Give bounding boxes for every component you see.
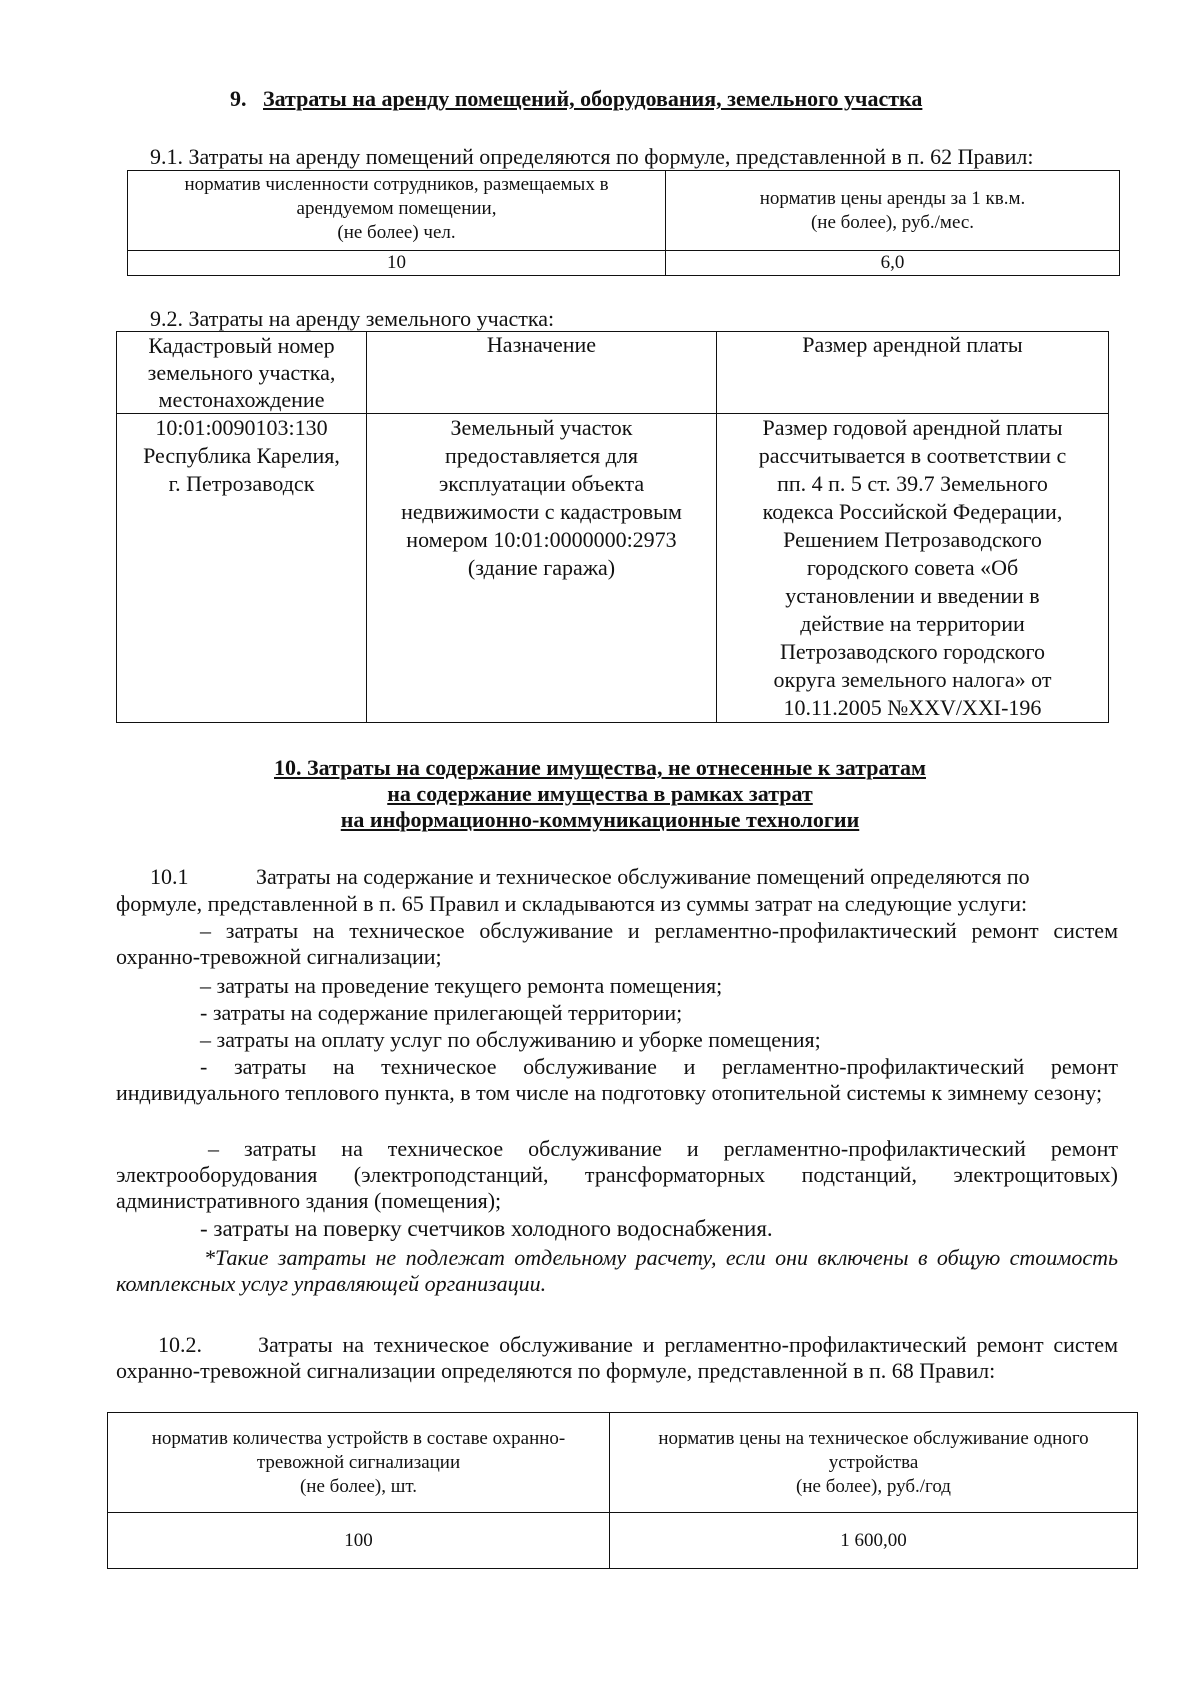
table-row	[128, 171, 1120, 251]
table-9-2-cell-cadastral: 10:01:0090103:130 Республика Карелия, г. Петрозаводск	[117, 414, 367, 723]
paragraph-10-1-line-1: Затраты на содержание и техническое обслуживание помещений определяются по	[256, 864, 1030, 889]
paragraph-10-1-number: 10.1	[150, 864, 189, 889]
table-10-2-header-price: норматив цены на техническое обслуживание одного устройства (не более), руб./год	[610, 1413, 1138, 1513]
table-row	[108, 1513, 1138, 1569]
list-item-5: - затраты на техническое обслуживание и регламентно-профилактический ремонт индивидуального теплового пункта, в том числе на подготовку отопительной системы к зимнему сезону;	[116, 1054, 1118, 1105]
table-9-2-cell-rent: Размер годовой арендной платы рассчитывается в соответствии с пп. 4 п. 5 ст. 39.7 Земельного кодекса Российской Федерации, Решением Петрозаводского городского совета «Об установлении и введении в действие на территории Петрозаводского городского округа земельного налога» от 10.11.2005 №XXV/XXI-196	[717, 414, 1109, 723]
section-9-number: 9.	[230, 86, 247, 111]
table-9-1-value-price: 6,0	[666, 251, 1120, 276]
section-9-heading	[230, 86, 1030, 112]
table-row	[108, 1413, 1138, 1513]
table-9-2-header-cadastral: Кадастровый номер земельного участка, местонахождение	[117, 332, 367, 414]
list-item-6: – затраты на техническое обслуживание и регламентно-профилактический ремонт электрооборудования (электроподстанций, трансформаторных подстанций, электрощитовых) административного здания (помещения);	[116, 1136, 1118, 1213]
list-item-2: – затраты на проведение текущего ремонта помещения;	[200, 973, 723, 998]
section-10-heading-line-1: 10. Затраты на содержание имущества, не отнесенные к затратам	[274, 755, 926, 780]
section-9-title: Затраты на аренду помещений, оборудования, земельного участка	[263, 86, 923, 111]
paragraph-10-2-text: Затраты на техническое обслуживание и регламентно-профилактический ремонт систем охранно-тревожной сигнализации определяются по формуле, представленной в п. 68 Правил:	[116, 1332, 1118, 1383]
table-9-1-header-staff: норматив численности сотрудников, размещаемых в арендуемом помещении, (не более) чел.	[128, 171, 666, 251]
table-9-2-header-rent: Размер арендной платы	[717, 332, 1109, 414]
list-item-4: – затраты на оплату услуг по обслуживанию и уборке помещения;	[200, 1027, 821, 1052]
table-9-1-header-price: норматив цены аренды за 1 кв.м. (не более), руб./мес.	[666, 171, 1120, 251]
table-9-2	[116, 331, 1109, 723]
list-item-3: - затраты на содержание прилегающей территории;	[200, 1000, 683, 1025]
table-9-1	[127, 170, 1120, 276]
table-10-2-value-price: 1 600,00	[610, 1513, 1138, 1569]
table-10-2	[107, 1412, 1138, 1569]
section-10-heading-line-2: на содержание имущества в рамках затрат	[387, 781, 813, 806]
table-row	[128, 251, 1120, 276]
table-10-2-header-devices: норматив количества устройств в составе охранно- тревожной сигнализации (не более), шт.	[108, 1413, 610, 1513]
table-9-1-value-staff: 10	[128, 251, 666, 276]
table-row	[117, 332, 1109, 414]
list-item-7: - затраты на поверку счетчиков холодного водоснабжения.	[200, 1216, 773, 1241]
list-item-1: – затраты на техническое обслуживание и регламентно-профилактический ремонт систем охранно-тревожной сигнализации;	[116, 918, 1118, 969]
paragraph-9-2: 9.2. Затраты на аренду земельного участка:	[150, 306, 555, 331]
table-9-2-header-purpose: Назначение	[367, 332, 717, 414]
paragraph-10-2-number: 10.2.	[158, 1332, 202, 1357]
table-9-2-cell-purpose: Земельный участок предоставляется для эксплуатации объекта недвижимости с кадастровым номером 10:01:0000000:2973 (здание гаража)	[367, 414, 717, 723]
table-10-2-value-devices: 100	[108, 1513, 610, 1569]
paragraph-9-1: 9.1. Затраты на аренду помещений определяются по формуле, представленной в п. 62 Правил:	[150, 144, 1034, 169]
note: *Такие затраты не подлежат отдельному расчету, если они включены в общую стоимость комплексных услуг управляющей организации.	[116, 1245, 1118, 1296]
table-row	[117, 414, 1109, 723]
paragraph-10-1-line-2: формуле, представленной в п. 65 Правил и складываются из суммы затрат на следующие услуги:	[116, 891, 1028, 916]
section-10-heading-line-3: на информационно-коммуникационные технологии	[340, 807, 860, 832]
